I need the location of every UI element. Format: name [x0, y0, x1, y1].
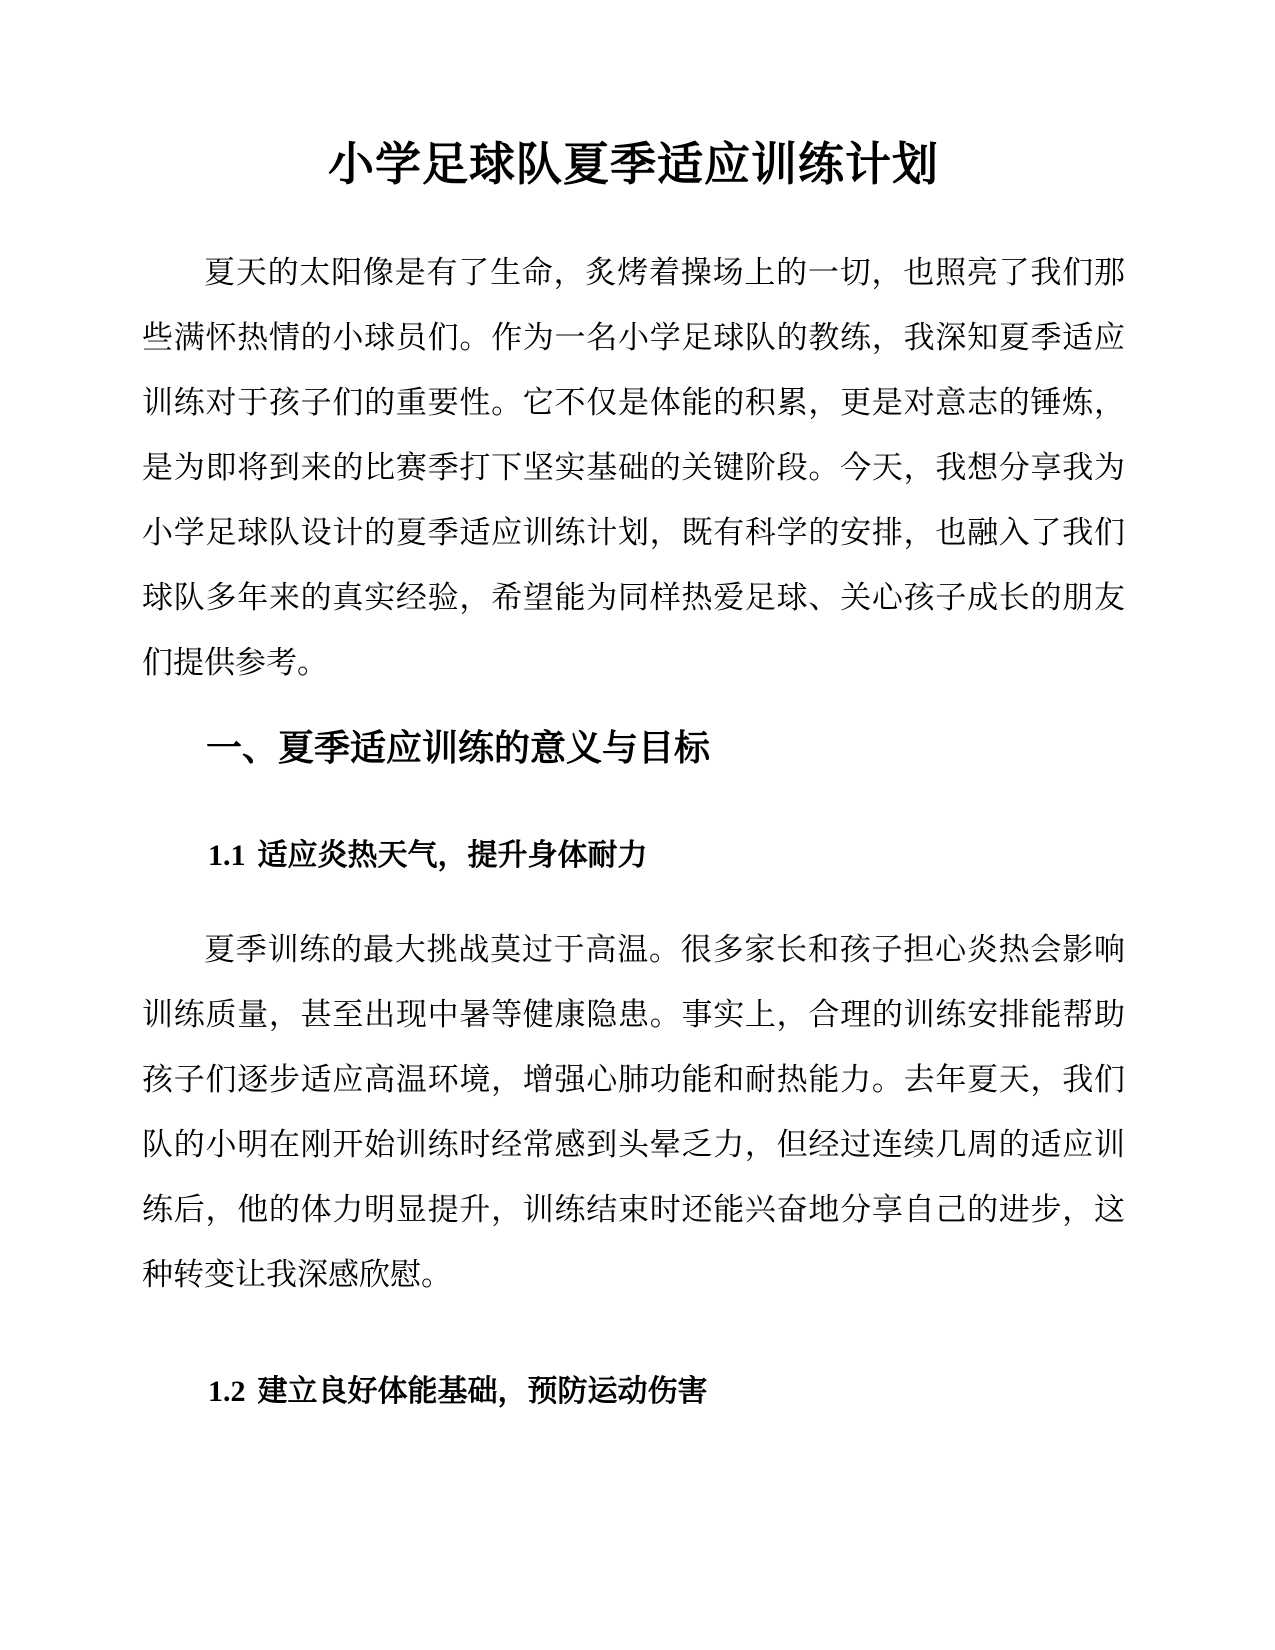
- subsection-title-1-2: 建立良好体能基础，预防运动伤害: [257, 1374, 708, 1408]
- subsection-number-1-2: 1.2: [208, 1374, 246, 1408]
- subsection-title-1-1: 适应炎热天气，提升身体耐力: [257, 838, 648, 872]
- intro-paragraph: 夏天的太阳像是有了生命，炙烤着操场上的一切，也照亮了我们那些满怀热情的小球员们。作为一名小学足球队的教练，我深知夏季适应训练对于孩子们的重要性。它不仅是体能的积累，更是对意志的锤炼，是为即将到来的比赛季打下坚实基础的关键阶段。今天，我想分享我为小学足球队设计的夏季适应训练计划，既有科学的安排，也融入了我们球队多年来的真实经验，希望能为同样热爱足球、关心孩子成长的朋友们提供参考。: [142, 254, 1125, 681]
- document-title: 小学足球队夏季适应训练计划: [328, 138, 939, 190]
- subsection-heading-1-1: [142, 836, 1125, 875]
- subsection-heading-1-2: [142, 1372, 1125, 1411]
- subsection-1-1-paragraph: 夏季训练的最大挑战莫过于高温。很多家长和孩子担心炎热会影响训练质量，甚至出现中暑等健康隐患。事实上，合理的训练安排能帮助孩子们逐步适应高温环境，增强心肺功能和耐热能力。去年夏天，我们队的小明在刚开始训练时经常感到头晕乏力，但经过连续几周的适应训练后，他的体力明显提升，训练结束时还能兴奋地分享自己的进步，这种转变让我深感欣慰。: [142, 931, 1125, 1293]
- subsection-number-1-1: 1.1: [208, 838, 246, 872]
- section-heading-1: 一、夏季适应训练的意义与目标: [206, 727, 711, 769]
